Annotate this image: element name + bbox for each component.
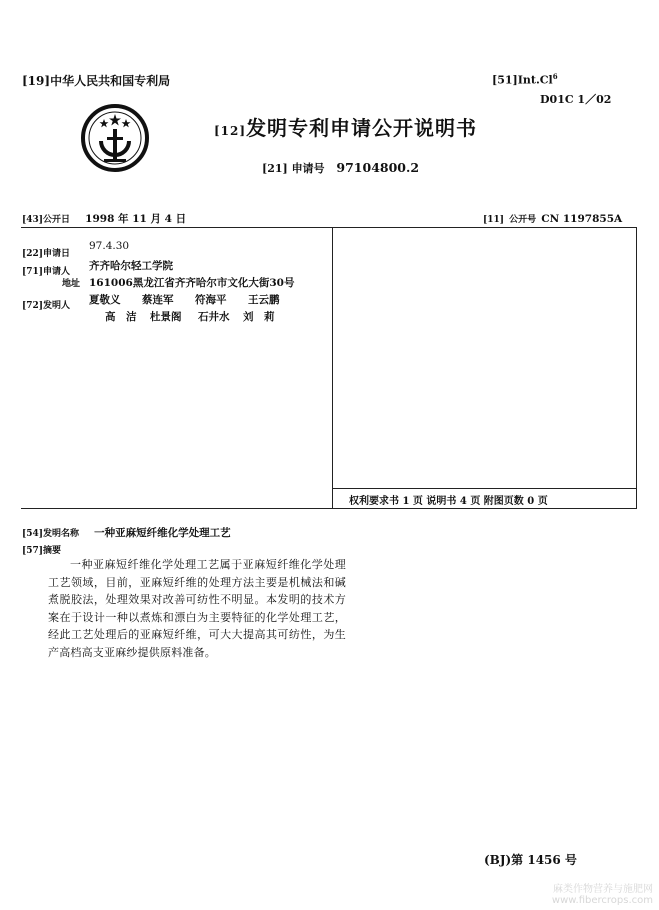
app-no-value: 97104800.2 bbox=[336, 160, 420, 175]
filing-date-value: 97.4.30 bbox=[89, 240, 130, 252]
site-watermark bbox=[552, 884, 653, 906]
inventors-row bbox=[22, 293, 70, 312]
pub-date-label: 公开日 bbox=[43, 215, 71, 225]
watermark-line1: 麻类作物营养与施肥网 bbox=[553, 884, 653, 895]
inventor-name: 石井水 bbox=[198, 311, 230, 323]
abstract-label: 摘要 bbox=[43, 546, 62, 556]
column-divider bbox=[332, 227, 333, 508]
app-no-code: [21] bbox=[262, 162, 288, 175]
page-counts: 权利要求书 1 页 说明书 4 页 附图页数 0 页 bbox=[349, 496, 548, 507]
applicant-value: 齐齐哈尔轻工学院 bbox=[89, 260, 173, 272]
abstract-code: [57] bbox=[22, 546, 44, 556]
inventors-code: [72] bbox=[22, 301, 44, 311]
int-cl-label: [51]Int.Cl bbox=[492, 73, 553, 87]
inventors-list bbox=[89, 292, 329, 326]
inventors-label: 发明人 bbox=[43, 301, 71, 311]
footer-doc-number: (BJ)第 1456 号 bbox=[484, 853, 577, 867]
application-number bbox=[262, 160, 419, 176]
filing-label: 申请日 bbox=[43, 249, 71, 259]
office-code: [19] bbox=[22, 74, 51, 88]
page-counts-rule bbox=[332, 488, 637, 489]
app-no-label: 申请号 bbox=[291, 162, 325, 175]
address-label: 地址 bbox=[62, 279, 81, 289]
pub-date-value: 1998 年 11 月 4 日 bbox=[85, 213, 187, 225]
applicant-label: 申请人 bbox=[43, 267, 71, 277]
filing-code: [22] bbox=[22, 249, 44, 259]
emblem-icon bbox=[80, 103, 150, 173]
filing-date-row bbox=[22, 241, 70, 260]
title-label: 发明名称 bbox=[43, 529, 80, 539]
int-cl bbox=[492, 72, 558, 87]
pub-no-code: [11] bbox=[483, 215, 505, 225]
pub-no-value: CN 1197855A bbox=[541, 213, 623, 225]
inventor-name: 刘 莉 bbox=[243, 311, 275, 323]
patent-office-emblem bbox=[80, 103, 150, 173]
address-value: 161006黑龙江省齐齐哈尔市文化大街30号 bbox=[89, 277, 295, 289]
abstract-heading bbox=[22, 538, 61, 557]
watermark-line2: www.fibercrops.com bbox=[551, 895, 653, 906]
office-name: 中华人民共和国专利局 bbox=[50, 74, 171, 88]
inventor-name: 蔡连军 bbox=[142, 294, 174, 306]
section-rule bbox=[21, 508, 637, 509]
pub-date-code: [43] bbox=[22, 215, 44, 225]
right-border bbox=[636, 227, 637, 508]
invention-title: 一种亚麻短纤维化学处理工艺 bbox=[94, 527, 231, 539]
inventor-name: 杜景阁 bbox=[150, 311, 182, 323]
doc-type: 发明专利申请公开说明书 bbox=[246, 116, 478, 140]
doc-type-code: [12] bbox=[214, 124, 247, 138]
inventor-name: 符海平 bbox=[195, 294, 227, 306]
title-code: [54] bbox=[22, 529, 44, 539]
header-rule bbox=[21, 227, 637, 228]
inventor-name: 夏敬义 bbox=[89, 294, 121, 306]
classification-code: D01C 1／02 bbox=[540, 93, 612, 106]
publication-date bbox=[22, 207, 186, 226]
inventor-name: 高 洁 bbox=[105, 311, 137, 323]
abstract-body: 一种亚麻短纤维化学处理工艺属于亚麻短纤维化学处理工艺领域，目前，亚麻短纤维的处理方法主要是机械法和碱煮脱胶法，处理效果对改善可纺性不明显。本发明的技术方案在于设计一种以煮炼和漂白为主要特征的化学处理工艺，经此工艺处理后的亚麻短纤维，可大大提高其可纺性，为生产高档高支亚麻纱提供原料准备。 bbox=[48, 558, 346, 659]
pub-no-label: 公开号 bbox=[509, 215, 537, 225]
patent-office-header bbox=[22, 72, 170, 89]
applicant-code: [71] bbox=[22, 267, 44, 277]
int-cl-superscript: 6 bbox=[552, 72, 558, 81]
document-type-title bbox=[214, 112, 477, 141]
publication-number bbox=[483, 207, 622, 226]
inventor-name: 王云鹏 bbox=[248, 294, 280, 306]
